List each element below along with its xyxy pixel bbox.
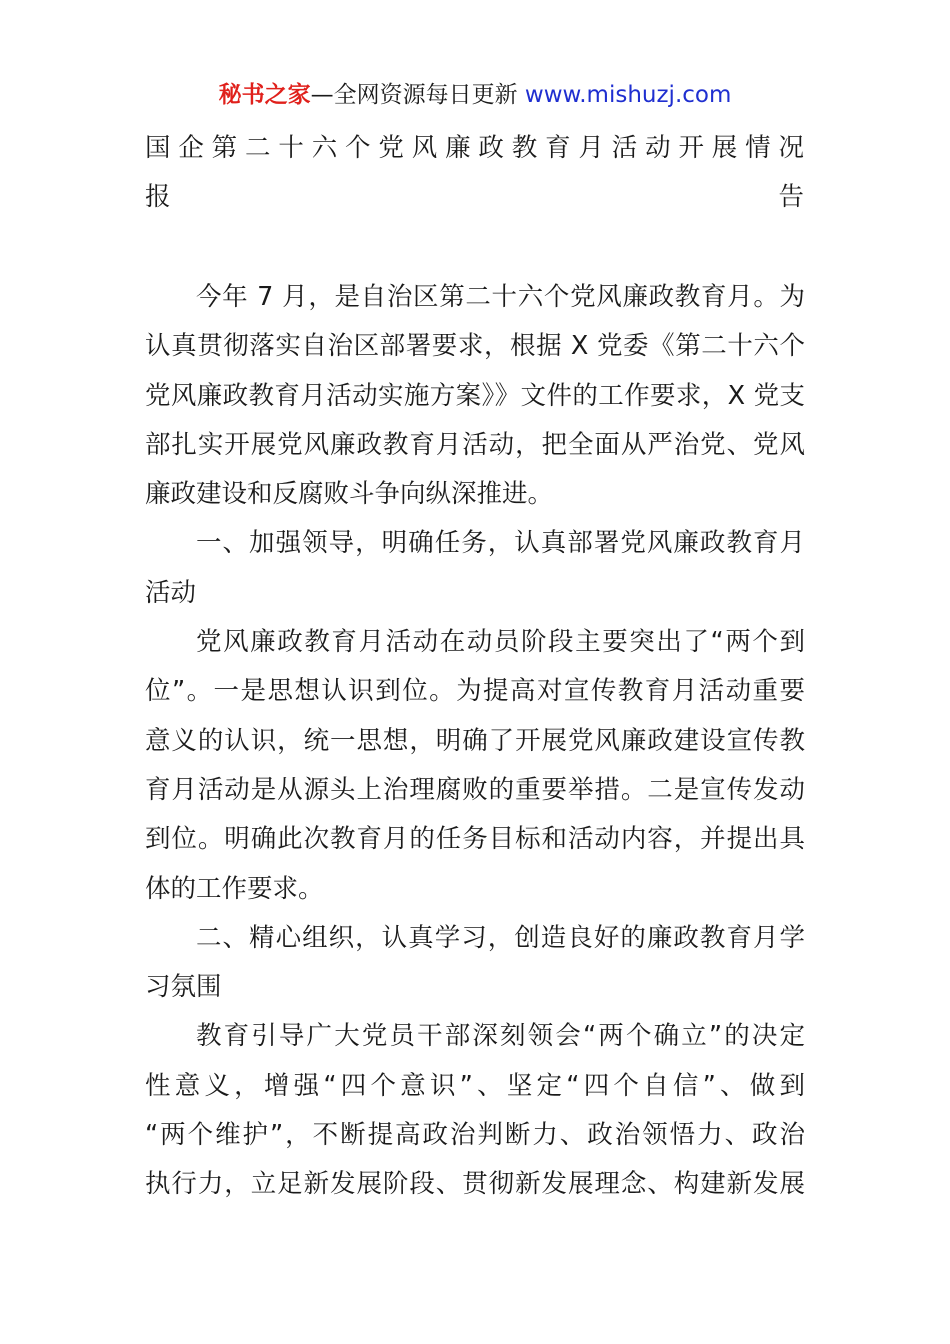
body-line: 党风廉政教育月活动在动员阶段主要突出了“两个到	[196, 627, 805, 658]
body-line: 认真贯彻落实自治区部署要求，根据 X 党委《第二十六个	[145, 331, 805, 362]
site-brand: 秘书之家	[218, 82, 311, 108]
site-header	[0, 80, 950, 110]
site-url-link[interactable]: www.mishuzj.com	[524, 82, 732, 108]
body-line: 意义的认识，统一思想，明确了开展党风廉政建设宣传教	[145, 725, 805, 756]
body-line: 执行力，立足新发展阶段、贯彻新发展理念、构建新发展	[145, 1169, 805, 1200]
body-line: 性意义，增强“四个意识”、坚定“四个自信”、做到	[145, 1070, 805, 1101]
body-line: 体的工作要求。	[145, 873, 324, 904]
body-line: 育月活动是从源头上治理腐败的重要举措。二是宣传发动	[145, 774, 805, 805]
section-heading-line: 习氛围	[145, 972, 222, 1003]
body-line: 到位。明确此次教育月的任务目标和活动内容，并提出具	[145, 824, 805, 855]
section-heading-line: 活动	[145, 577, 197, 608]
body-line: 党风廉政教育月活动实施方案》》文件的工作要求，X 党支	[145, 380, 805, 411]
body-line: “两个维护”，不断提高政治判断力、政治领悟力、政治	[145, 1120, 805, 1151]
section-heading-line: 二、精心组织，认真学习，创造良好的廉政教育月学	[196, 922, 805, 953]
site-tagline: —全网资源每日更新	[310, 82, 525, 108]
title-line: 报告	[145, 182, 805, 213]
document-title	[145, 124, 805, 223]
body-line: 位”。一是思想认识到位。为提高对宣传教育月活动重要	[145, 676, 805, 707]
document-body	[145, 273, 805, 1210]
body-line: 今年 7 月，是自治区第二十六个党风廉政教育月。为	[196, 282, 805, 312]
section-heading-line: 一、加强领导，明确任务，认真部署党风廉政教育月	[196, 528, 805, 559]
body-line: 部扎实开展党风廉政教育月活动，把全面从严治党、党风	[145, 429, 805, 460]
body-line: 廉政建设和反腐败斗争向纵深推进。	[145, 479, 554, 510]
body-line: 教育引导广大党员干部深刻领会“两个确立”的决定	[196, 1021, 805, 1052]
title-line: 国企第二十六个党风廉政教育月活动开展情况	[145, 133, 805, 163]
